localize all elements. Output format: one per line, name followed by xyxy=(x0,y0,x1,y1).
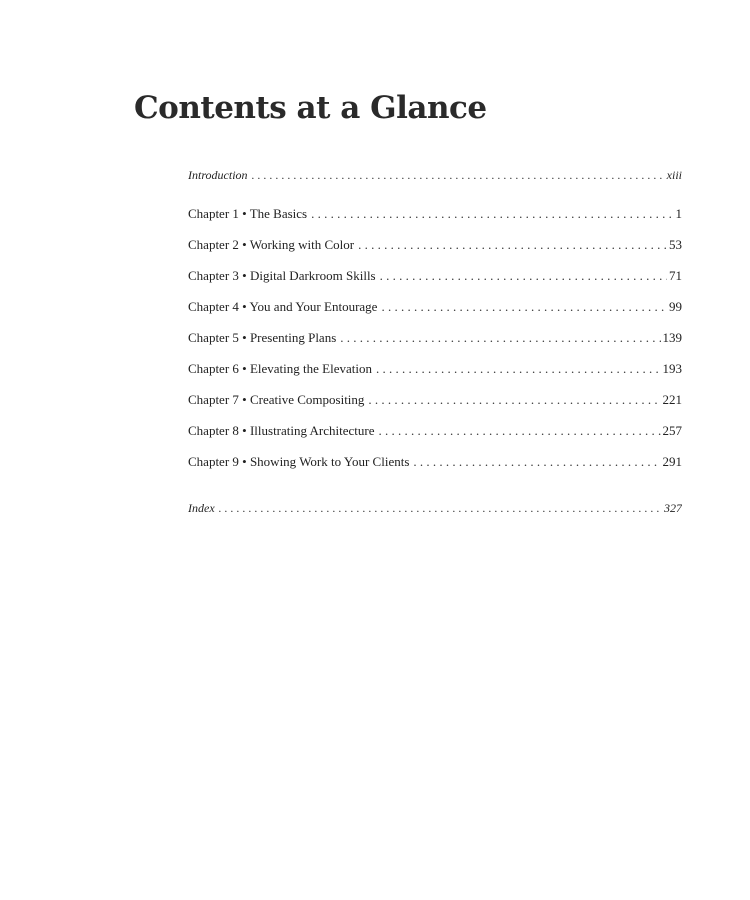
toc-entry-label: Chapter 8 • Illustrating Architecture xyxy=(188,423,375,438)
toc-entry-page: 139 xyxy=(662,330,682,345)
toc-entry-label: Chapter 6 • Elevating the Elevation xyxy=(188,361,372,376)
toc-entry-page: 1 xyxy=(675,206,682,221)
dot-leader xyxy=(380,267,667,285)
toc-entry-chapter-1[interactable] xyxy=(188,205,682,223)
toc-entry-label: Introduction xyxy=(188,168,248,182)
toc-entry-chapter-5[interactable] xyxy=(188,329,682,347)
toc-entry-page: 327 xyxy=(664,501,682,515)
toc-entry-chapter-9[interactable] xyxy=(188,453,682,471)
toc-entry-label: Chapter 9 • Showing Work to Your Clients xyxy=(188,454,410,469)
toc-entry-page: 193 xyxy=(662,361,682,376)
toc-entry-chapter-2[interactable] xyxy=(188,236,682,254)
toc-entry-page: 99 xyxy=(669,299,682,314)
toc-entry-chapter-8[interactable] xyxy=(188,422,682,440)
dot-leader xyxy=(413,453,660,471)
toc-entry-label: Chapter 2 • Working with Color xyxy=(188,237,355,252)
dot-leader xyxy=(252,166,665,184)
toc-entry-label: Chapter 1 • The Basics xyxy=(188,206,308,221)
dot-leader xyxy=(340,329,660,347)
toc-entry-chapter-6[interactable] xyxy=(188,360,682,378)
dot-leader xyxy=(368,391,660,409)
toc-entry-label: Chapter 3 • Digital Darkroom Skills xyxy=(188,268,376,283)
page-title: Contents at a Glance xyxy=(134,90,487,126)
toc-entry-chapter-3[interactable] xyxy=(188,267,682,285)
toc-entry-page: xiii xyxy=(666,168,682,182)
dot-leader xyxy=(376,360,661,378)
toc-entry-page: 257 xyxy=(662,423,682,438)
toc-entry-label: Index xyxy=(188,501,215,515)
toc-entry-page: 291 xyxy=(662,454,682,469)
toc-entry-chapter-4[interactable] xyxy=(188,298,682,316)
toc-entry-label: Chapter 5 • Presenting Plans xyxy=(188,330,337,345)
dot-leader xyxy=(311,205,673,223)
dot-leader xyxy=(358,236,667,254)
dot-leader xyxy=(379,422,661,440)
toc-entry-label: Chapter 4 • You and Your Entourage xyxy=(188,299,378,314)
toc-entry-label: Chapter 7 • Creative Compositing xyxy=(188,392,365,407)
dot-leader xyxy=(381,298,667,316)
dot-leader xyxy=(219,499,662,517)
toc-entry-chapter-7[interactable] xyxy=(188,391,682,409)
toc-entry-introduction[interactable] xyxy=(188,166,682,184)
toc-entry-page: 221 xyxy=(662,392,682,407)
toc-entry-index[interactable] xyxy=(188,499,682,517)
toc-entry-page: 53 xyxy=(669,237,682,252)
toc-entry-page: 71 xyxy=(669,268,682,283)
